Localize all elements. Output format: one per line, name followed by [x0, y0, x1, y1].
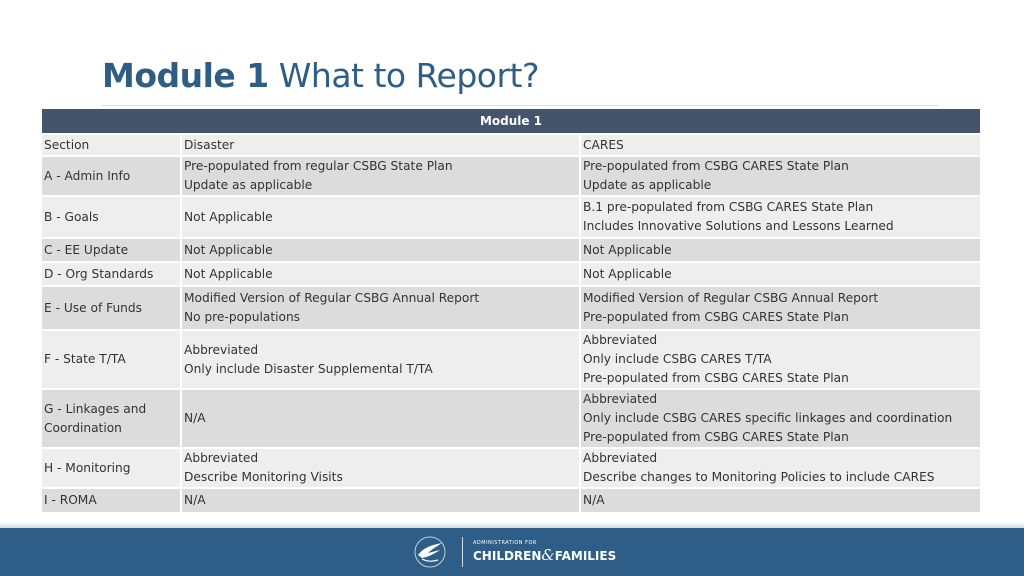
cares-cell	[580, 196, 980, 238]
disaster-cell	[181, 156, 580, 196]
disaster-cell	[181, 488, 580, 512]
cell-line: Only include CSBG CARES specific linkages and coordination	[583, 411, 953, 425]
section-cell	[42, 330, 181, 389]
table-body	[42, 134, 980, 512]
cares-cell	[580, 389, 980, 448]
cell-line: Not Applicable	[184, 266, 273, 281]
cell-line: B.1 pre-populated from CSBG CARES State Plan	[583, 200, 874, 214]
acf-wordmark	[473, 541, 616, 563]
table-caption-row	[42, 109, 980, 134]
section-cell	[42, 196, 181, 238]
section-cell	[42, 488, 181, 512]
column-header-section: Section	[42, 134, 181, 156]
cell-line: Modified Version of Regular CSBG Annual Report	[184, 291, 480, 305]
column-header-cares: CARES	[580, 134, 980, 156]
cell-line: Not Applicable	[583, 266, 672, 281]
cell-line: Pre-populated from CSBG CARES State Plan	[583, 159, 849, 173]
cell-line: Only include Disaster Supplemental T/TA	[184, 361, 433, 376]
cell-line: F - State T/TA	[44, 352, 126, 366]
cell-line: E - Use of Funds	[44, 300, 142, 315]
cares-cell	[580, 286, 980, 330]
cell-line: Modified Version of Regular CSBG Annual Report	[583, 291, 879, 305]
section-cell	[42, 262, 181, 286]
disaster-cell	[181, 196, 580, 238]
table-row	[42, 196, 980, 238]
cell-line: B - Goals	[44, 209, 99, 224]
table-row	[42, 448, 980, 488]
acf-small-text: ADMINISTRATION FOR	[473, 540, 537, 546]
section-cell	[42, 238, 181, 262]
disaster-cell	[181, 286, 580, 330]
table-row	[42, 488, 980, 512]
acf-children: CHILDREN	[473, 549, 542, 563]
cell-line: Not Applicable	[184, 242, 273, 257]
cell-line: I - ROMA	[44, 493, 97, 507]
cell-line: Pre-populated from CSBG CARES State Plan	[583, 430, 849, 444]
cell-line: H - Monitoring	[44, 460, 131, 475]
cares-cell	[580, 262, 980, 286]
cell-line: No pre-populations	[184, 310, 301, 324]
cell-line: Update as applicable	[184, 178, 313, 192]
table-row	[42, 286, 980, 330]
section-cell	[42, 286, 181, 330]
disaster-cell	[181, 238, 580, 262]
table-row	[42, 238, 980, 262]
section-cell	[42, 389, 181, 448]
disaster-cell	[181, 330, 580, 389]
hhs-eagle-icon	[410, 535, 450, 569]
cell-line: Abbreviated	[583, 451, 658, 465]
cell-line: Describe changes to Monitoring Policies to include CARES	[583, 470, 935, 484]
cell-line: Describe Monitoring Visits	[184, 470, 343, 484]
footer-bar	[0, 528, 1024, 576]
cell-line: Pre-populated from CSBG CARES State Plan	[583, 371, 849, 385]
cell-line: N/A	[583, 493, 605, 507]
table-caption: Module 1	[42, 109, 980, 134]
cell-line: D - Org Standards	[44, 266, 154, 281]
acf-logo	[410, 534, 616, 570]
cell-line: Pre-populated from CSBG CARES State Plan	[583, 310, 849, 324]
acf-ampersand: &	[541, 546, 555, 564]
cell-line: C - EE Update	[44, 242, 129, 257]
cares-cell	[580, 330, 980, 389]
disaster-cell	[181, 262, 580, 286]
cell-line: Abbreviated	[583, 333, 658, 347]
cell-line: Not Applicable	[583, 242, 672, 257]
cell-line: Coordination	[44, 420, 122, 435]
cell-line: Update as applicable	[583, 178, 712, 192]
cell-line: N/A	[184, 493, 206, 507]
section-cell	[42, 156, 181, 196]
column-header-disaster: Disaster	[181, 134, 580, 156]
table-row	[42, 262, 980, 286]
cell-line: Abbreviated	[184, 451, 259, 465]
table-header-row	[42, 134, 980, 156]
section-cell	[42, 448, 181, 488]
disaster-cell	[181, 389, 580, 448]
acf-families: FAMILIES	[554, 549, 617, 563]
cares-cell	[580, 238, 980, 262]
cell-line: Pre-populated from regular CSBG State Plan	[184, 159, 453, 173]
slide-title-bold: Module 1	[102, 56, 269, 95]
acf-big-text	[473, 548, 616, 563]
cell-line: Abbreviated	[184, 342, 259, 357]
cell-line: Not Applicable	[184, 209, 273, 224]
cell-line: Only include CSBG CARES T/TA	[583, 352, 772, 366]
cares-cell	[580, 448, 980, 488]
logo-separator	[462, 537, 463, 567]
cares-cell	[580, 488, 980, 512]
cell-line: Includes Innovative Solutions and Lessons Learned	[583, 219, 894, 233]
cares-cell	[580, 156, 980, 196]
cell-line: N/A	[184, 411, 206, 425]
cell-line: G - Linkages and	[44, 401, 147, 416]
module-table	[42, 109, 980, 512]
slide-title-rest: What to Report?	[268, 56, 539, 95]
disaster-cell	[181, 448, 580, 488]
table-row	[42, 389, 980, 448]
table-row	[42, 156, 980, 196]
title-divider	[102, 105, 938, 106]
slide-title	[102, 56, 539, 95]
cell-line: A - Admin Info	[44, 168, 131, 183]
table-row	[42, 330, 980, 389]
cell-line: Abbreviated	[583, 392, 658, 406]
